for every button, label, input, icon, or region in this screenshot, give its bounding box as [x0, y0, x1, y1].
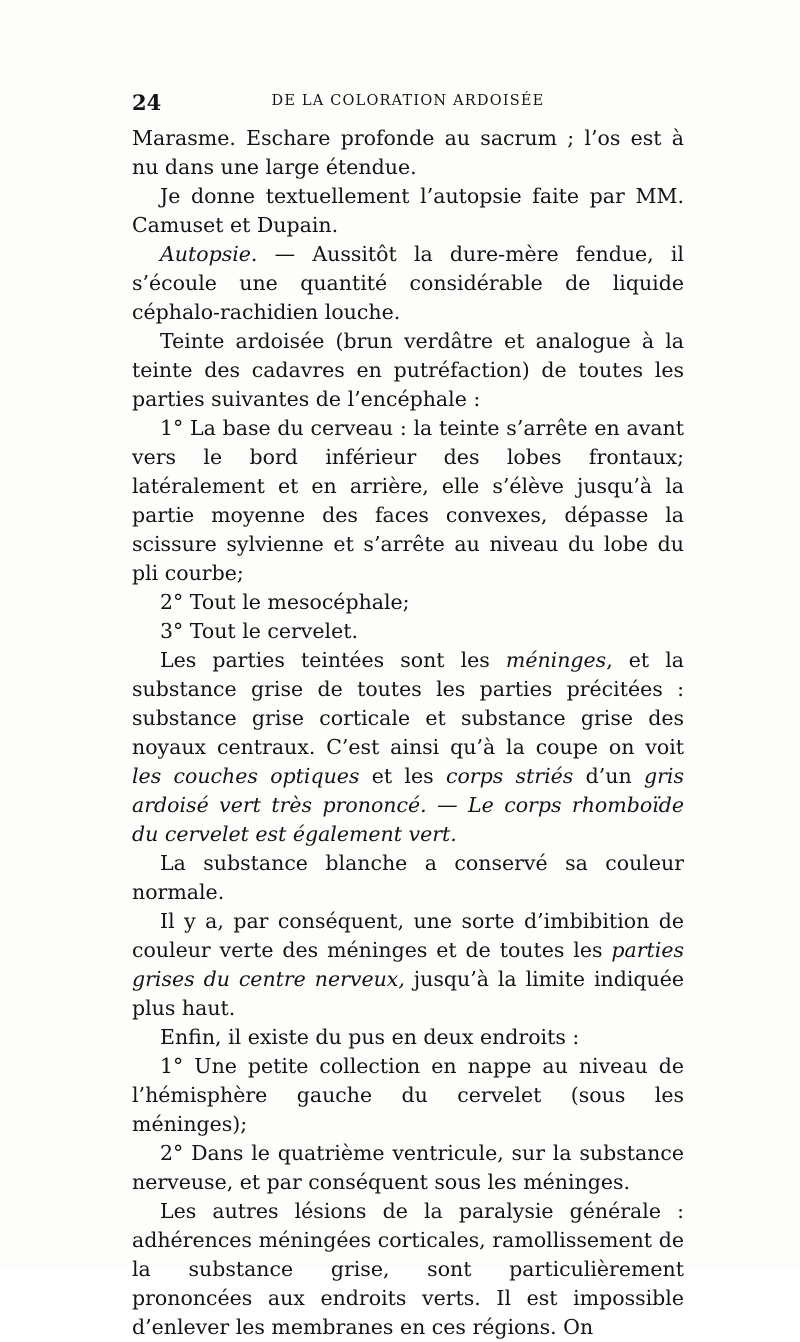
list-item-cervelet: 3° Tout le cervelet. [160, 619, 358, 643]
paragraph-pus: Enfin, il existe du pus en deux endroits : [160, 1025, 580, 1049]
page-number: 24 [132, 90, 162, 115]
page-header [132, 90, 684, 118]
list-item-ventricule: 2° Dans le quatrième ventricule, sur la substance nerveuse, et par conséquent sous les méninges. [132, 1141, 684, 1194]
paragraph-autopsie-intro: Je donne textuellement l’autopsie faite par MM. Camuset et Dupain. [132, 184, 684, 237]
list-item-mesocephale: 2° Tout le mesocéphale; [160, 590, 410, 614]
list-item-base-cerveau: 1° La base du cerveau : la teinte s’arrête en avant vers le bord inférieur des lobes frontaux; latéralement et en arrière, elle s’élève jusqu’à la partie moyenne des faces convexes, dépasse la scissure sylvienne et s’arrête au niveau du lobe du pli courbe; [132, 416, 684, 585]
list-item-collection: 1° Une petite collection en nappe au niveau de l’hémisphère gauche du cervelet (sous les méninges); [132, 1054, 684, 1136]
running-title: DE LA COLORATION ARDOISÉE [271, 93, 545, 109]
paragraph-autopsie: Autopsie. — Aussitôt la dure-mère fendue, il s’écoule une quantité considérable de liquide céphalo-rachidien louche. [132, 242, 684, 324]
paragraph-autres-lesions: Les autres lésions de la paralysie générale : adhérences méningées corticales, ramollissement de la substance grise, sont particulièrement prononcées aux endroits verts. Il est impossible d’enlever les membranes en ces régions. On [132, 1199, 684, 1339]
paragraph-marasme: Marasme. Eschare profonde au sacrum ; l’os est à nu dans une large étendue. [132, 126, 684, 179]
body-text [132, 124, 684, 1342]
paragraph-teinte-ardoisee: Teinte ardoisée (brun verdâtre et analogue à la teinte des cadavres en putréfaction) de toutes les parties suivantes de l’encéphale : [132, 329, 684, 411]
paragraph-parties-teintees: Les parties teintées sont les méninges, et la substance grise de toutes les parties précitées : substance grise corticale et substance grise des noyaux centraux. C’est ainsi qu’à la coupe on voit les couches optiques et les corps striés d’un gris ardoisé vert très prononcé. — Le corps rhomboïde du cervelet est également vert. [132, 648, 684, 846]
autopsie-heading: Autopsie. [160, 242, 258, 266]
paragraph-substance-blanche: La substance blanche a conservé sa couleur normale. [132, 851, 684, 904]
paragraph-imbibition: Il y a, par conséquent, une sorte d’imbibition de couleur verte des méninges et de toutes les parties grises du centre nerveux, jusqu’à la limite indiquée plus haut. [132, 909, 685, 1020]
